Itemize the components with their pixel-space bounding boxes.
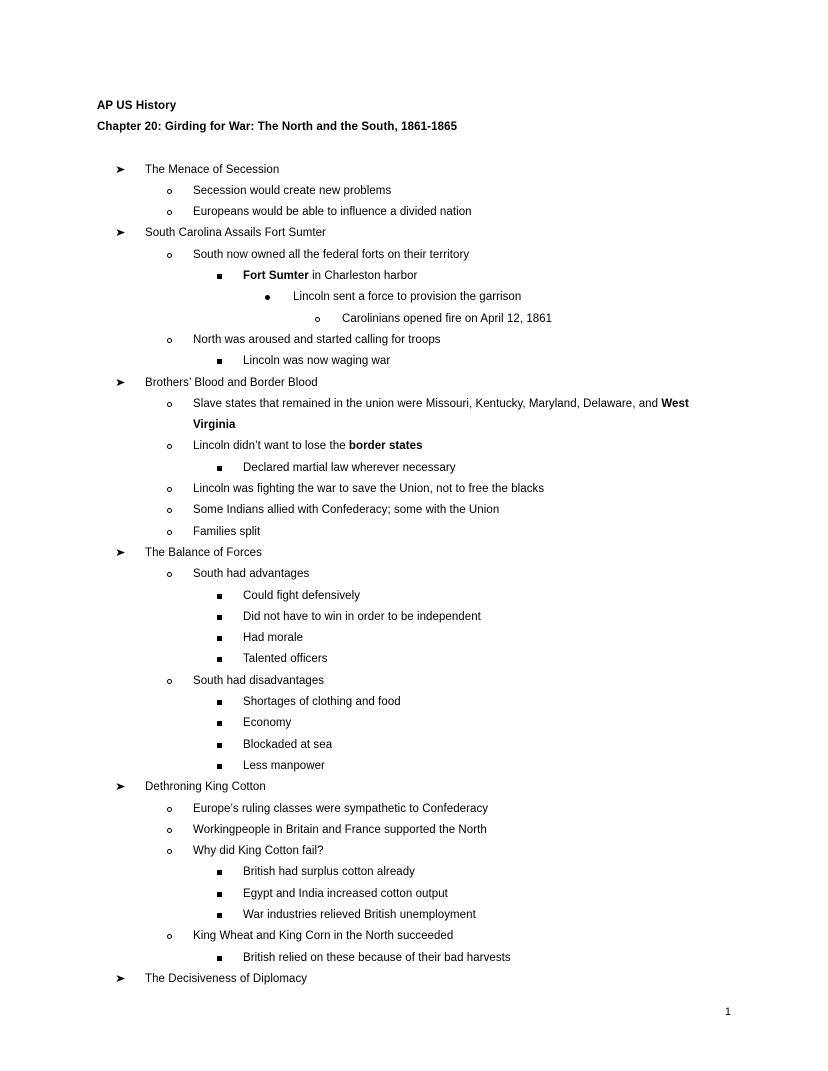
- filled-square-bullet-icon: [217, 466, 222, 471]
- arrow-bullet-icon: ➤: [115, 163, 126, 176]
- outline-item: [97, 884, 731, 905]
- hollow-circle-bullet-icon: [167, 189, 172, 194]
- outline-item: [97, 692, 731, 713]
- outline-item-label: South now owned all the federal forts on their territory: [193, 248, 470, 261]
- filled-square-bullet-icon: [217, 636, 222, 641]
- outline-item: [97, 309, 731, 330]
- outline-item: [97, 777, 731, 798]
- outline-item-label: Dethroning King Cotton: [145, 781, 266, 794]
- filled-square-bullet-icon: [217, 913, 222, 918]
- filled-square-bullet-icon: [217, 657, 222, 662]
- outline-item: [97, 735, 731, 756]
- outline-item-label: Declared martial law wherever necessary: [243, 461, 456, 474]
- hollow-circle-bullet-icon: [167, 253, 172, 258]
- outline-item-label: The Balance of Forces: [145, 546, 262, 559]
- outline-item: [97, 756, 731, 777]
- outline-item-label: Economy: [243, 717, 292, 730]
- outline-item: [97, 500, 731, 521]
- outline-item-label: Did not have to win in order to be independent: [243, 610, 481, 623]
- outline-item-label: Could fight defensively: [243, 589, 361, 602]
- outline-item-label: Talented officers: [243, 653, 328, 666]
- outline-item-label: Families split: [193, 525, 261, 538]
- outline-item-label: South had disadvantages: [193, 674, 325, 687]
- arrow-bullet-icon: ➤: [115, 972, 126, 985]
- outline-item: [97, 564, 731, 585]
- outline-item: [97, 160, 731, 181]
- outline-item: [97, 373, 731, 394]
- hollow-circle-bullet-icon: [315, 317, 320, 322]
- filled-square-bullet-icon: [217, 764, 222, 769]
- outline-item-label: British had surplus cotton already: [243, 866, 415, 879]
- outline-item-label: South had advantages: [193, 568, 310, 581]
- filled-circle-bullet-icon: [265, 295, 270, 300]
- hollow-circle-bullet-icon: [167, 807, 172, 812]
- outline-item-label: South Carolina Assails Fort Sumter: [145, 227, 326, 240]
- outline-item-label: The Decisiveness of Diplomacy: [145, 972, 308, 985]
- arrow-bullet-icon: ➤: [115, 227, 126, 240]
- outline-item: [97, 351, 731, 372]
- outline-item: [97, 969, 731, 990]
- outline-item-label: The Menace of Secession: [145, 163, 280, 176]
- hollow-circle-bullet-icon: [167, 210, 172, 215]
- outline-item: [97, 287, 731, 308]
- outline-item: [97, 713, 731, 734]
- filled-square-bullet-icon: [217, 615, 222, 620]
- arrow-bullet-icon: ➤: [115, 781, 126, 794]
- hollow-circle-bullet-icon: [167, 338, 172, 343]
- outline-item: [97, 458, 731, 479]
- outline-item-label: Lincoln didn’t want to lose the border states: [193, 440, 423, 453]
- filled-square-bullet-icon: [217, 700, 222, 705]
- filled-square-bullet-icon: [217, 956, 222, 961]
- page-number: 1: [724, 1006, 731, 1018]
- outline-item-label: Shortages of clothing and food: [243, 696, 401, 709]
- outline-item-label: Why did King Cotton fail?: [193, 845, 324, 858]
- filled-square-bullet-icon: [217, 274, 222, 279]
- outline-item: [97, 862, 731, 883]
- outline-item: [97, 522, 731, 543]
- hollow-circle-bullet-icon: [167, 530, 172, 535]
- document-body: [97, 96, 731, 990]
- outline-item-label: Blockaded at sea: [243, 738, 333, 751]
- hollow-circle-bullet-icon: [167, 572, 172, 577]
- outline-item: [97, 799, 731, 820]
- outline-item: [97, 926, 731, 947]
- outline-item-label: North was aroused and started calling for troops: [193, 333, 441, 346]
- outline-item: [97, 671, 731, 692]
- outline-item: [97, 202, 731, 223]
- outline-item-label: Less manpower: [243, 759, 325, 772]
- arrow-bullet-icon: ➤: [115, 546, 126, 559]
- outline-item-label: Lincoln was now waging war: [243, 355, 391, 368]
- outline-item: [97, 905, 731, 926]
- outline-item: [97, 394, 731, 437]
- outline-item: [97, 436, 731, 457]
- hollow-circle-bullet-icon: [167, 849, 172, 854]
- outline-item-label: Carolinians opened fire on April 12, 1861: [342, 312, 553, 325]
- hollow-circle-bullet-icon: [167, 508, 172, 513]
- hollow-circle-bullet-icon: [167, 444, 172, 449]
- filled-square-bullet-icon: [217, 359, 222, 364]
- filled-square-bullet-icon: [217, 721, 222, 726]
- outline-item-label: Europeans would be able to influence a divided nation: [193, 206, 472, 219]
- hollow-circle-bullet-icon: [167, 402, 172, 407]
- hollow-circle-bullet-icon: [167, 828, 172, 833]
- hollow-circle-bullet-icon: [167, 679, 172, 684]
- filled-square-bullet-icon: [217, 594, 222, 599]
- outline-item-label: Lincoln was fighting the war to save the Union, not to free the blacks: [193, 483, 545, 496]
- outline-item-label: Brothers’ Blood and Border Blood: [145, 376, 318, 389]
- outline-item-label: Lincoln sent a force to provision the garrison: [293, 291, 522, 304]
- outline-item: [97, 820, 731, 841]
- outline-item-label: Slave states that remained in the union were Missouri, Kentucky, Maryland, Delaware, and West Virginia: [193, 397, 689, 432]
- outline-item-label: British relied on these because of their bad harvests: [243, 951, 511, 964]
- outline-item-label: Workingpeople in Britain and France supported the North: [193, 823, 487, 836]
- outline-item: [97, 479, 731, 500]
- outline-item-label: War industries relieved British unemployment: [243, 908, 476, 921]
- outline-item-label: Egypt and India increased cotton output: [243, 887, 448, 900]
- outline-item: [97, 948, 731, 969]
- outline-item-label: Europe’s ruling classes were sympathetic to Confederacy: [193, 802, 489, 815]
- outline-item: [97, 181, 731, 202]
- outline-item-label: Secession would create new problems: [193, 184, 392, 197]
- arrow-bullet-icon: ➤: [115, 376, 126, 389]
- chapter-title: Chapter 20: Girding for War: The North and the South, 1861-1865: [97, 121, 458, 134]
- outline-item-label: King Wheat and King Corn in the North succeeded: [193, 930, 454, 943]
- outline-item: [97, 266, 731, 287]
- outline-item: [97, 649, 731, 670]
- outline-item: [97, 628, 731, 649]
- outline-item: [97, 607, 731, 628]
- outline-item-label: Some Indians allied with Confederacy; some with the Union: [193, 504, 500, 517]
- outline-item: [97, 330, 731, 351]
- outline-list: [97, 160, 731, 991]
- filled-square-bullet-icon: [217, 743, 222, 748]
- outline-item: [97, 841, 731, 862]
- hollow-circle-bullet-icon: [167, 934, 172, 939]
- hollow-circle-bullet-icon: [167, 487, 172, 492]
- outline-item: [97, 245, 731, 266]
- outline-item-label: Fort Sumter in Charleston harbor: [243, 270, 418, 283]
- course-title: AP US History: [97, 100, 177, 112]
- filled-square-bullet-icon: [217, 892, 222, 897]
- outline-item: [97, 223, 731, 244]
- filled-square-bullet-icon: [217, 870, 222, 875]
- outline-item: [97, 543, 731, 564]
- outline-item: [97, 586, 731, 607]
- outline-item-label: Had morale: [243, 632, 304, 645]
